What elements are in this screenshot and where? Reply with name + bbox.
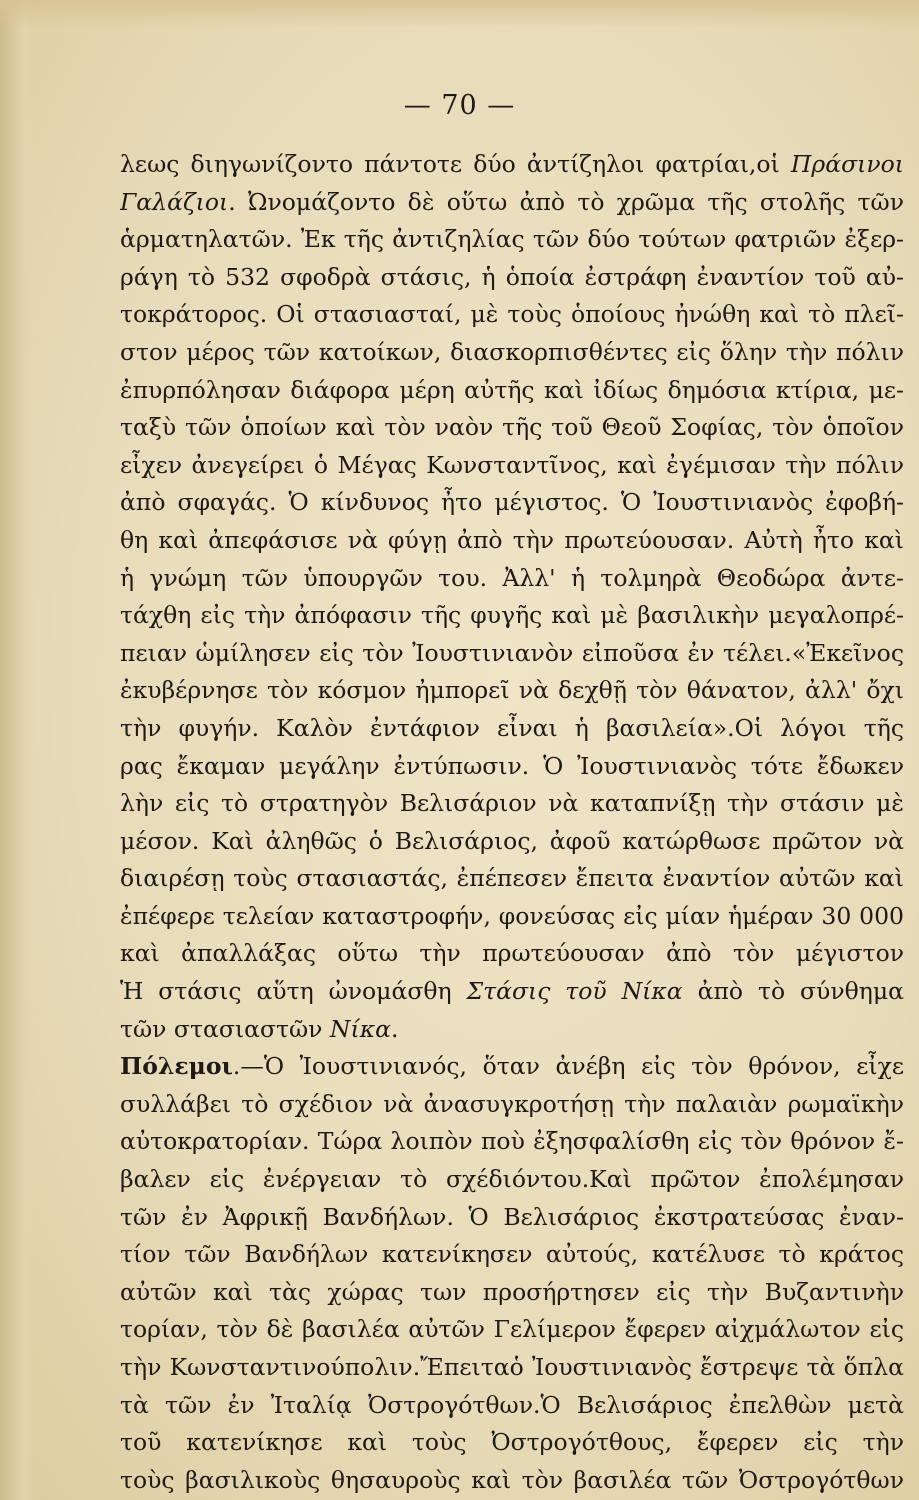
text-run: τοῦ κατενίκησε καὶ τοὺς Ὀστρογότθους, ἔφερεν εἰς τὴν: [120, 1428, 904, 1457]
text-line: [120, 409, 904, 447]
section-heading: Πόλεμοι: [120, 1052, 233, 1081]
italic-text: Γαλάζιοι: [120, 187, 229, 216]
text-run: ταξὺ τῶν ὁποίων καὶ τὸν ναὸν τῆς τοῦ Θεοῦ Σοφίας, τὸν ὁποῖον: [120, 413, 904, 442]
text-line: [120, 935, 904, 973]
text-line: [120, 1274, 904, 1312]
text-line: [120, 1387, 904, 1425]
text-line: [120, 1424, 904, 1462]
text-run: ρας ἔκαμαν μεγάλην ἐντύπωσιν. Ὁ Ἰουστινιανὸς τότε ἔδωκεν: [120, 751, 904, 780]
text-run: ἐπέφερε τελείαν καταστροφήν, φονεύσας εἰς μίαν ἡμέραν 30 000: [120, 901, 904, 930]
text-line: [120, 296, 904, 334]
text-line: [120, 823, 904, 861]
text-run: ἀπὸ τὸ σύνθημα: [682, 977, 904, 1006]
text-run: λεως διηγωνίζοντο πάντοτε δύο ἀντίζηλοι φατρίαι,οἱ: [120, 150, 791, 178]
text-run: Ἡ στάσις αὕτη ὠνομάσθη: [120, 977, 467, 1006]
text-line: [120, 1123, 904, 1161]
text-line: [120, 1236, 904, 1274]
text-run: τῶν στασιαστῶν: [120, 1014, 330, 1043]
text-run: ἡ γνώμη τῶν ὑπουργῶν του. Ἀλλ' ἡ τολμηρὰ Θεοδώρα ἀντε-: [120, 563, 904, 592]
text-line: [120, 1199, 904, 1237]
text-line: [120, 710, 904, 748]
text-line: [120, 447, 904, 485]
text-line: [120, 1011, 904, 1049]
text-run: αὐτῶν καὶ τὰς χώρας των προσήρτησεν εἰς τὴν Βυζαντινὴν: [120, 1277, 904, 1306]
text-line: [120, 973, 904, 1011]
text-line: [120, 334, 904, 372]
text-line: [120, 1161, 904, 1199]
text-run: ἀπὸ σφαγάς. Ὁ κίνδυνος ἦτο μέγιστος. Ὁ Ἰουστινιανὸς ἐφοβή-: [120, 488, 904, 517]
text-run: τοκράτορος. Οἱ στασιασταί, μὲ τοὺς ὁποίους ἠνώθη καὶ τὸ πλεῖ-: [120, 300, 904, 329]
text-line: [120, 1349, 904, 1387]
text-run: .: [390, 1014, 399, 1043]
text-run: διαιρέσῃ τοὺς στασιαστάς, ἐπέπεσεν ἔπειτα ἐναντίον αὐτῶν καὶ: [120, 864, 904, 893]
text-line: [120, 898, 904, 936]
text-run: . Ὠνομάζοντο δὲ οὕτω ἀπὸ τὸ χρῶμα τῆς στολῆς τῶν: [228, 187, 904, 216]
text-line: [120, 748, 904, 786]
text-run: τίον τῶν Βανδήλων κατενίκησεν αὐτούς, κατέλυσε τὸ κράτος: [120, 1240, 904, 1269]
text-run: τὴν φυγήν. Καλὸν ἐντάφιον εἶναι ἡ βασιλεία».Οἱ λόγοι τῆς: [120, 713, 904, 742]
text-run: βαλεν εἰς ἐνέργειαν τὸ σχέδιόντου.Καὶ πρῶτον ἐπολέμησαν: [120, 1165, 904, 1194]
italic-text: Πράσινοι: [790, 150, 904, 178]
text-line: [120, 860, 904, 898]
text-line: [120, 672, 904, 710]
text-run: ἁρματηλατῶν. Ἐκ τῆς ἀντιζηλίας τῶν δύο τούτων φατριῶν ἐξερ-: [120, 225, 904, 254]
text-run: τοὺς βασιλικοὺς θησαυροὺς καὶ τὸν βασιλέα τῶν Ὀστρογότθων: [120, 1465, 904, 1494]
text-run: ἐκυβέρνησε τὸν κόσμον ἠμπορεῖ νὰ δεχθῇ τὸν θάνατον, ἀλλ' ὄχι: [120, 676, 904, 705]
page-edge-shadow: [0, 0, 34, 1500]
italic-text: Στάσις τοῦ Νίκα: [466, 977, 683, 1006]
text-line: [120, 1311, 904, 1349]
italic-text: Νίκα: [329, 1014, 391, 1043]
body-text: [120, 146, 904, 1500]
text-run: λὴν εἰς τὸ στρατηγὸν Βελισάριον νὰ καταπνίξῃ τὴν στάσιν μὲ: [120, 789, 904, 818]
text-run: ἐπυρπόλησαν διάφορα μέρη αὐτῆς καὶ ἰδίως δημόσια κτίρια, με-: [120, 375, 904, 404]
text-line: [120, 1462, 904, 1500]
text-run: εἶχεν ἀνεγείρει ὁ Μέγας Κωνσταντῖνος, καὶ ἐγέμισαν τὴν πόλιν: [120, 450, 904, 479]
text-run: ράγη τὸ 532 σφοδρὰ στάσις, ἡ ὁποία ἐστράφη ἐναντίον τοῦ αὐ-: [120, 262, 904, 291]
text-run: μέσον. Καὶ ἀληθῶς ὁ Βελισάριος, ἀφοῦ κατώρθωσε πρῶτον νὰ: [120, 826, 904, 855]
text-line: [120, 484, 904, 522]
text-run: στον μέρος τῶν κατοίκων, διασκορπισθέντες εἰς ὅλην τὴν πόλιν: [120, 337, 904, 366]
page-top-shadow: [0, 0, 919, 28]
page-number: — 70 —: [403, 90, 516, 121]
text-run: τὴν Κωνσταντινούπολιν.Ἔπειταὁ Ἰουστινιανὸς ἔστρεψε τὰ ὅπλα: [120, 1353, 904, 1381]
text-run: τῶν ἐν Ἀφρικῇ Βανδήλων. Ὁ Βελισάριος ἐκστρατεύσας ἐναν-: [120, 1202, 904, 1231]
text-run: πειαν ὡμίλησεν εἰς τὸν Ἰουστινιανὸν εἰποῦσα ἐν τέλει.«Ἐκεῖνος: [120, 638, 904, 667]
text-run: τορίαν, τὸν δὲ βασιλέα αὐτῶν Γελίμερον ἔφερεν αἰχμάλωτον εἰς: [120, 1315, 904, 1344]
text-run: θη καὶ ἀπεφάσισε νὰ φύγῃ ἀπὸ τὴν πρωτεύουσαν. Αὐτὴ ἦτο καὶ: [120, 525, 904, 554]
text-run: τὰ τῶν ἐν Ἰταλίᾳ Ὀστρογότθων.Ὁ Βελισάριος ἐπελθὼν μετὰ: [120, 1390, 904, 1419]
text-line: [120, 146, 904, 184]
text-line: [120, 259, 904, 297]
text-line: [120, 522, 904, 560]
text-line: [120, 785, 904, 823]
text-line: [120, 1086, 904, 1124]
text-run: τάχθη εἰς τὴν ἀπόφασιν τῆς φυγῆς καὶ μὲ βασιλικὴν μεγαλοπρέ-: [120, 601, 904, 630]
text-run: .—Ὁ Ἰουστινιανός, ὅταν ἀνέβη εἰς τὸν θρόνον, εἶχε: [232, 1052, 904, 1081]
text-line: [120, 597, 904, 635]
text-line: [120, 221, 904, 259]
text-line: [120, 635, 904, 673]
text-run: καὶ ἀπαλλάξας οὕτω τὴν πρωτεύουσαν ἀπὸ τὸν μέγιστον: [120, 939, 904, 968]
text-run: συλλάβει τὸ σχέδιον νὰ ἀνασυγκροτήσῃ τὴν παλαιὰν ρωμαϊκὴν: [120, 1089, 904, 1118]
text-line: [120, 1048, 904, 1086]
text-line: [120, 372, 904, 410]
text-run: αὐτοκρατορίαν. Τώρα λοιπὸν ποὺ ἐξησφαλίσθη εἰς τὸν θρόνον ἔ-: [120, 1127, 904, 1156]
text-line: [120, 184, 904, 222]
text-line: [120, 560, 904, 598]
